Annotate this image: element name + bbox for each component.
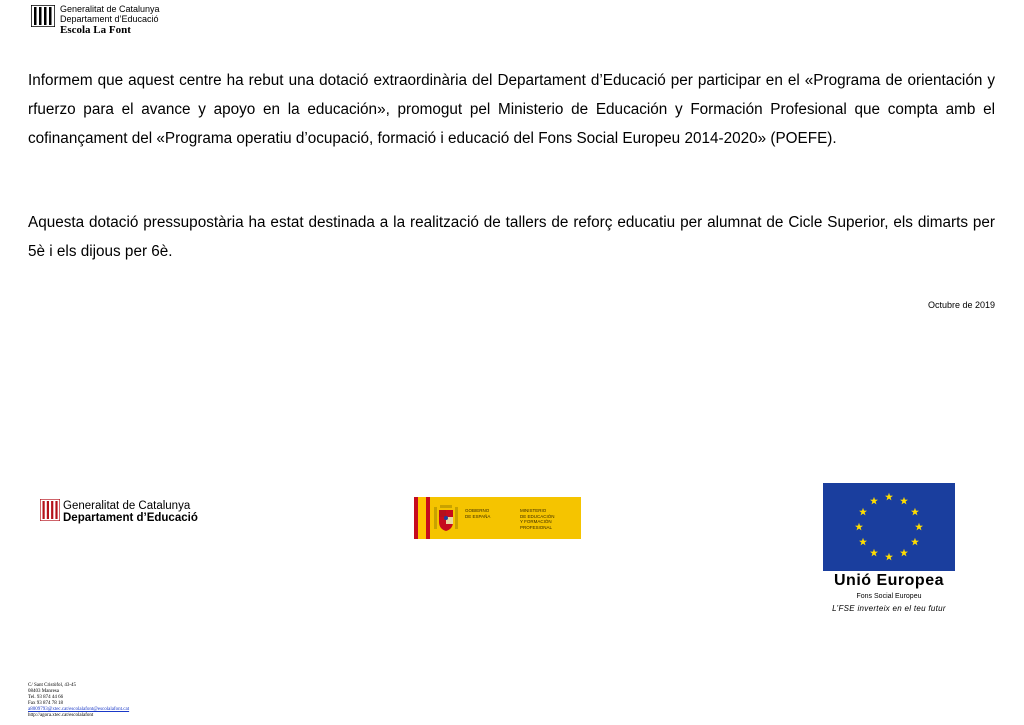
- eu-flag-icon: [823, 483, 955, 571]
- eu-subtitle: Fons Social Europeu: [856, 593, 922, 600]
- header-school-name: Escola La Font: [60, 24, 131, 36]
- spain-flag-icon: [414, 497, 430, 539]
- ministerio-line2: DE EDUCACIÓN: [520, 513, 555, 519]
- address-fax: Fax 93 874 78 18: [28, 701, 63, 706]
- generalitat-footer-line2: Departament d’Educació: [63, 512, 198, 524]
- paragraph-funding: Informem que aquest centre ha rebut una dotació extraordinària del Departament d’Educació per participar en el «Programa de orientación y rfuerzo para el avance y apoyo en la educación», promogut pel Ministerio de Educación y Formación Profesional que compta amb el cofinançament del «Programa operatiu d’ocupació, formació i educació del Fons Social Europeu 2014-2020» (POEFE).: [28, 72, 995, 147]
- document-date: Octubre de 2019: [927, 300, 995, 310]
- spain-coat-of-arms-icon: [434, 503, 458, 533]
- gobierno-line2: DE ESPAÑA: [465, 513, 491, 519]
- ministerio-line3: Y FORMACIÓN PROFESIONAL: [520, 519, 553, 530]
- header-block: [60, 4, 160, 37]
- address-web[interactable]: http://agora.xtec.cat/escolalafont: [28, 713, 94, 718]
- generalitat-footer-logo: [63, 500, 198, 524]
- gobierno-text: [465, 508, 517, 519]
- ministerio-text: [520, 508, 580, 530]
- address-phone: Tel. 93 874 44 66: [28, 695, 64, 700]
- gobierno-espana-logo: [414, 497, 581, 539]
- eu-motto: L’FSE inverteix en el teu futur: [832, 604, 946, 613]
- generalitat-bars-icon: [31, 5, 55, 27]
- header-generalitat: Generalitat de Catalunya: [60, 4, 160, 14]
- address-block: [28, 683, 129, 719]
- address-email-link[interactable]: a8009793@xtec.cat/escolalafont@escolalafont.cat: [28, 707, 130, 712]
- header-department: Departament d’Educació: [60, 14, 159, 24]
- address-city: 08403 Manresa: [28, 689, 59, 694]
- eu-title: Unió Europea: [833, 572, 944, 589]
- generalitat-footer-line1: Generalitat de Catalunya: [63, 500, 191, 512]
- gobierno-line1: GOBIERNO: [465, 508, 490, 513]
- generalitat-footer-icon: [40, 499, 60, 521]
- ministerio-line1: MINISTERIO: [520, 508, 547, 513]
- paragraph-workshops: Aquesta dotació pressupostària ha estat destinada a la realització de tallers de reforç educatiu per alumnat de Cicle Superior, els dimarts per 5è i els dijous per 6è.: [28, 214, 995, 260]
- address-street: C/ Sant Cristòfol, 43-45: [28, 683, 77, 688]
